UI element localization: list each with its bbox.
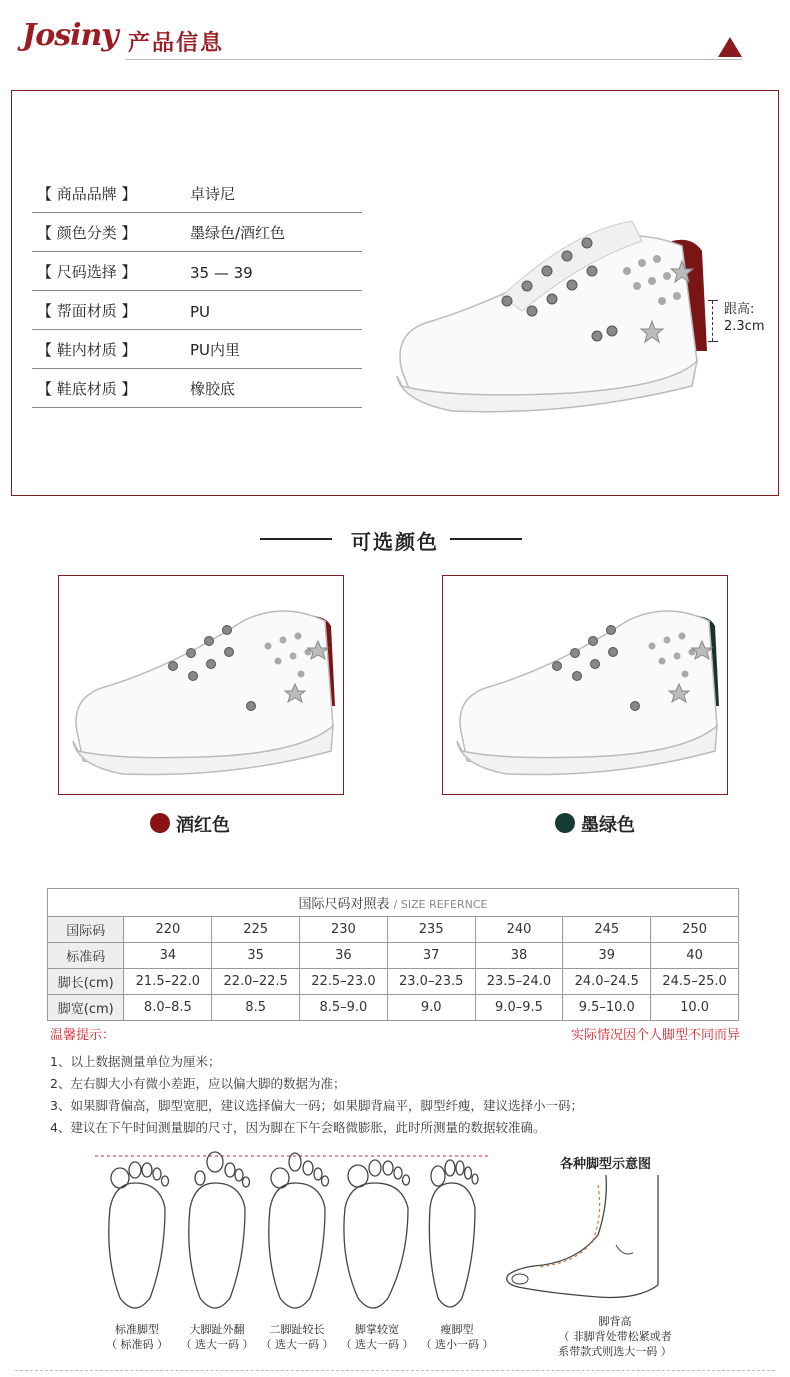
table-row: [48, 917, 739, 943]
side-diagram-label-3: 系带款式则选大一码 ）: [558, 1345, 672, 1358]
color-option-card-green[interactable]: [442, 575, 728, 795]
tips-disclaimer: 实际情况因个人脚型不同而异: [570, 1028, 740, 1043]
table-cell: 235: [387, 917, 475, 943]
foot-type-advice: （ 选大一码 ）: [180, 1338, 254, 1351]
row-label: 脚宽(cm): [48, 995, 124, 1021]
spec-row-lining: [32, 329, 362, 369]
table-cell: 23.5–24.0: [475, 969, 563, 995]
table-cell: 35: [212, 943, 300, 969]
spec-row-brand: [32, 173, 362, 213]
spec-key: 【 鞋底材质 】: [37, 380, 137, 398]
foot-type-name: 脚掌较宽: [355, 1323, 399, 1336]
spec-row-size: [32, 251, 362, 291]
spec-key: 【 帮面材质 】: [37, 302, 137, 320]
foot-type-name: 大脚趾外翻: [189, 1323, 245, 1336]
spec-value: PU内里: [190, 341, 241, 359]
spec-row-color: [32, 212, 362, 252]
spec-row-sole: [32, 368, 362, 408]
foot-type-label: [412, 1322, 502, 1352]
table-cell: 220: [124, 917, 212, 943]
table-cell: 21.5–22.0: [124, 969, 212, 995]
green-color-label: 墨绿色: [581, 815, 635, 836]
tips-notes: [50, 1051, 583, 1139]
product-info-panel: [11, 90, 779, 496]
foot-type-label: [332, 1322, 422, 1352]
row-label: 标准码: [48, 943, 124, 969]
table-cell: 39: [563, 943, 651, 969]
spec-key: 【 颜色分类 】: [37, 224, 137, 242]
header-divider: [126, 59, 742, 60]
table-cell: 37: [387, 943, 475, 969]
red-shoe-image: [63, 586, 341, 781]
red-color-label: 酒红色: [176, 815, 230, 836]
foot-type-label: [252, 1322, 342, 1352]
table-cell: 9.5–10.0: [563, 995, 651, 1021]
table-cell: 9.0–9.5: [475, 995, 563, 1021]
foot-type-advice: （ 选大一码 ）: [340, 1338, 414, 1351]
table-cell: 22.5–23.0: [300, 969, 388, 995]
foot-type-label: [172, 1322, 262, 1352]
section-title: 产品信息: [128, 31, 225, 56]
foot-type-name: 二脚趾较长: [269, 1323, 325, 1336]
colors-section-title: 可选颜色: [351, 530, 439, 554]
table-cell: 250: [651, 917, 739, 943]
side-diagram-title: 各种脚型示意图: [560, 1157, 652, 1172]
size-reference-table: [47, 888, 739, 1021]
foot-side-diagram: [498, 1175, 678, 1315]
foot-type-name: 瘦脚型: [440, 1323, 474, 1336]
table-cell: 9.0: [387, 995, 475, 1021]
row-label: 国际码: [48, 917, 124, 943]
table-cell: 10.0: [651, 995, 739, 1021]
note-item: 1、以上数据测量单位为厘米；: [50, 1054, 221, 1069]
table-cell: 245: [563, 917, 651, 943]
spec-value: 卓诗尼: [190, 185, 236, 203]
table-cell: 8.0–8.5: [124, 995, 212, 1021]
note-item: 3、如果脚背偏高，脚型宽肥，建议选择偏大一码；如果脚背扁平，脚型纤瘦，建议选择小一码；: [50, 1098, 583, 1113]
row-label: 脚长(cm): [48, 969, 124, 995]
page-header: [0, 0, 790, 70]
table-row: [48, 943, 739, 969]
spec-key: 【 商品品牌 】: [37, 185, 137, 203]
side-diagram-label-1: 脚背高: [598, 1315, 632, 1328]
table-cell: 36: [300, 943, 388, 969]
bottom-divider: [15, 1370, 775, 1371]
color-option-card-red[interactable]: [58, 575, 344, 795]
spec-key: 【 鞋内材质 】: [37, 341, 137, 359]
side-diagram-label-2: （ 非脚背处带松紧或者: [558, 1330, 672, 1343]
table-title-row: [48, 889, 739, 917]
foot-type-advice: （ 选大一码 ）: [260, 1338, 334, 1351]
table-cell: 40: [651, 943, 739, 969]
spec-value: PU: [190, 303, 211, 321]
heel-height-value: 2.3cm: [724, 319, 765, 334]
heel-height-label: [724, 301, 765, 335]
foot-type-name: 标准脚型: [115, 1323, 159, 1336]
table-row: [48, 995, 739, 1021]
table-cell: 8.5: [212, 995, 300, 1021]
tips-label: 温馨提示：: [50, 1028, 116, 1043]
heel-measure-line: [712, 301, 713, 341]
heel-measure-bottom: [708, 341, 718, 342]
brand-logo: [22, 14, 118, 60]
table-title-en: / SIZE REFERNCE: [393, 898, 488, 911]
foot-type-advice: （ 选小一码 ）: [420, 1338, 494, 1351]
note-item: 4、建议在下午时间测量脚的尺寸，因为脚在下午会略微膨胀，此时所测量的数据较准确。: [50, 1120, 546, 1135]
table-cell: 240: [475, 917, 563, 943]
heel-height-title: 跟高:: [724, 302, 755, 317]
spec-row-upper: [32, 290, 362, 330]
triangle-icon: [718, 37, 742, 57]
green-color-swatch[interactable]: [555, 813, 575, 833]
brand-logo-text: Josiny: [22, 18, 118, 53]
table-cell: 225: [212, 917, 300, 943]
table-cell: 22.0–22.5: [212, 969, 300, 995]
table-cell: 34: [124, 943, 212, 969]
spec-key: 【 尺码选择 】: [37, 263, 137, 281]
table-cell: 230: [300, 917, 388, 943]
table-title: [48, 889, 739, 917]
table-title-cn: 国际尺码对照表: [298, 897, 390, 912]
section-divider-right: [450, 538, 522, 540]
table-cell: 38: [475, 943, 563, 969]
spec-value: 35 — 39: [190, 264, 253, 282]
table-cell: 23.0–23.5: [387, 969, 475, 995]
table-row: [48, 969, 739, 995]
table-cell: 24.0–24.5: [563, 969, 651, 995]
spec-value: 橡胶底: [190, 380, 236, 398]
foot-type-label: [92, 1322, 182, 1352]
product-shoe-image: [372, 201, 712, 421]
foot-types-diagram: [90, 1148, 520, 1318]
table-cell: 24.5–25.0: [651, 969, 739, 995]
spec-value: 墨绿色/酒红色: [190, 224, 286, 242]
red-color-swatch[interactable]: [150, 813, 170, 833]
foot-type-advice: （ 标准码 ）: [106, 1338, 168, 1351]
heel-measure-top: [708, 300, 718, 301]
note-item: 2、左右脚大小有微小差距，应以偏大脚的数据为准；: [50, 1076, 346, 1091]
green-shoe-image: [447, 586, 725, 781]
side-diagram-label: [525, 1314, 705, 1359]
table-cell: 8.5–9.0: [300, 995, 388, 1021]
